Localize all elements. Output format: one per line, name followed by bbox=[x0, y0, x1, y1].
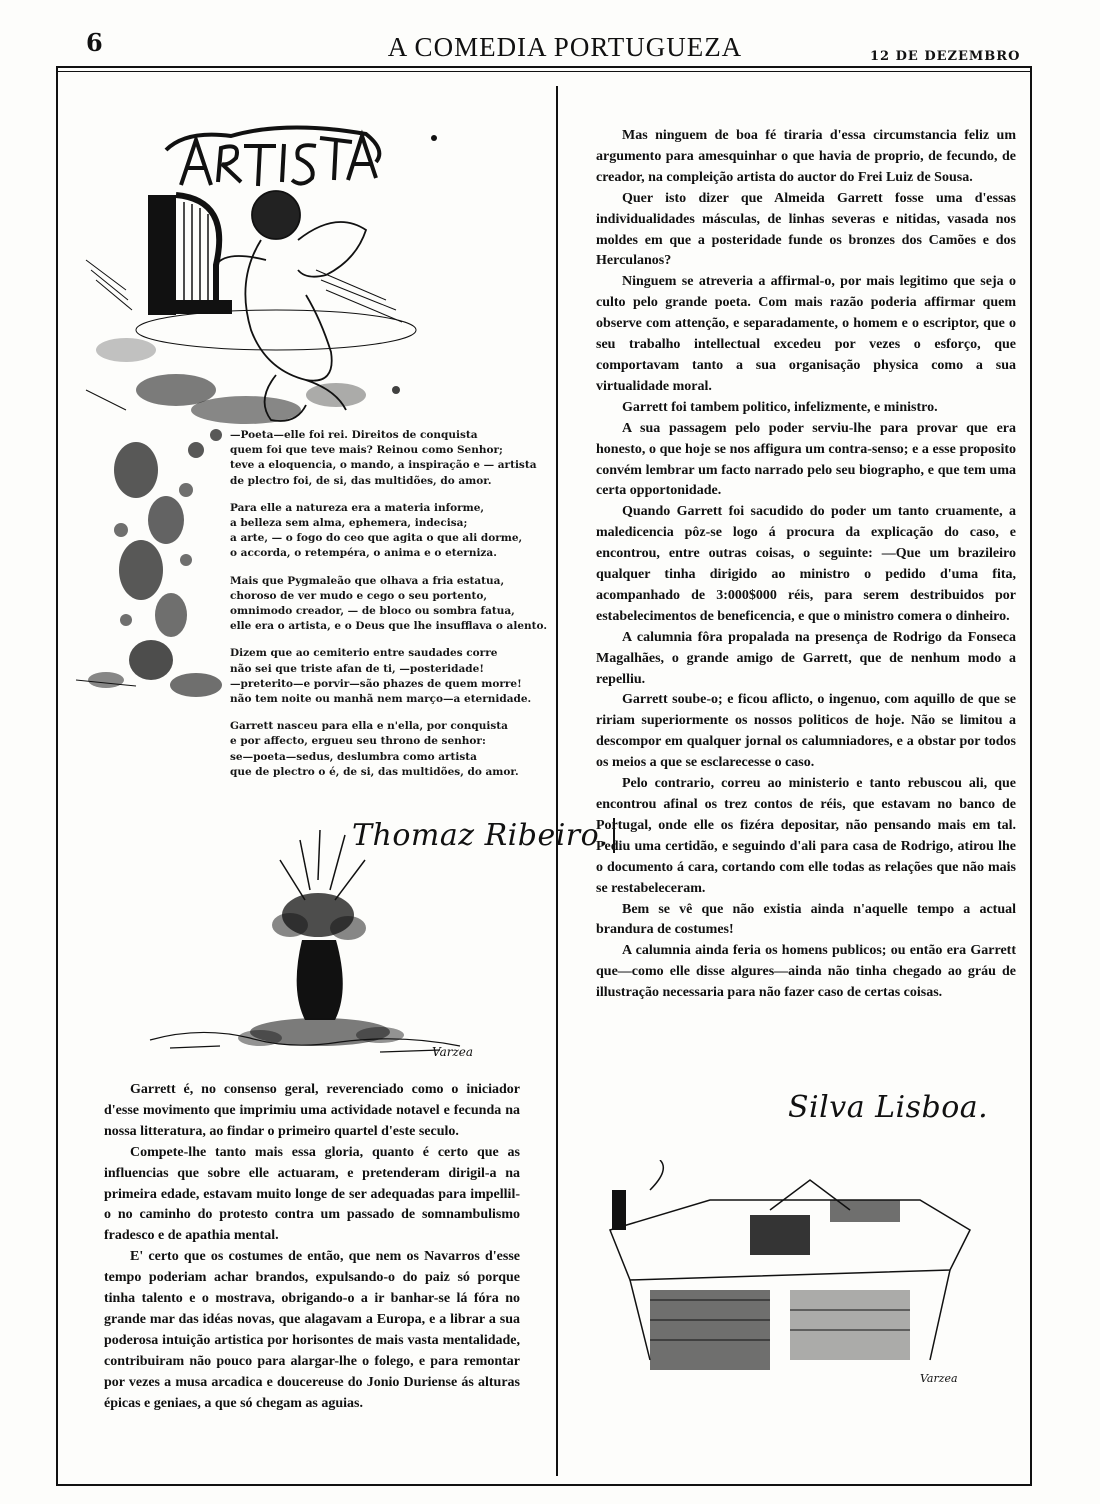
article-paragraph: Garrett foi tambem politico, infelizmente, e ministro. bbox=[622, 399, 938, 415]
poem-line: não sei que triste afan de ti, —posteridade! bbox=[230, 662, 484, 675]
article-paragraph: Quando Garrett foi sacudido do poder um tanto cruamente, a maledicencia pôz-se logo á procura da explicação do caso, e encontrou, entre outras coisas, o seguinte: —Que um brazileiro qualquer tinha dirigido ao ministro o pedido d'uma fita, acompanhado de 3:000$000 réis, para serem destribuidos por estabelecimentos de beneficencia, e que o ministro comera o dinheiro. bbox=[596, 504, 1016, 624]
poem-line: quem foi que teve mais? Reinou como Senhor; bbox=[230, 444, 503, 457]
poem-line: —Poeta—elle foi rei. Direitos de conquista bbox=[230, 429, 478, 441]
masthead-title: A COMEDIA PORTUGUEZA bbox=[387, 32, 743, 62]
poem-line: teve a eloquencia, o mando, a inspiração e — artista bbox=[230, 459, 537, 472]
poem-line: se—poeta—sedus, deslumbra como artista bbox=[230, 750, 477, 763]
bottom-rule bbox=[56, 1484, 1032, 1486]
article-paragraph: A calumnia fôra propalada na presença de Rodrigo da Fonseca Magalhães, o grande amigo de Garrett, que de nenhum modo a repelliu. bbox=[596, 629, 1016, 687]
article-paragraph: Garrett é, no consenso geral, reverenciado como o iniciador d'esse movimento que imprimiu uma actividade notavel e fecunda na nossa litteratura, ao findar o primeiro quartel d'este seculo. bbox=[104, 1082, 520, 1139]
article-paragraph: Garrett soube-o; e ficou aflicto, o ingenuo, com aquillo de que se ririam superiormente os nossos politicos de hoje. Não se limitou a descompor em qualquer jornal os calumniadores, e a obstar por todos os meios a que se esclarecesse o caso. bbox=[596, 692, 1016, 771]
top-rule bbox=[56, 66, 1032, 68]
poem-stanza bbox=[230, 574, 550, 635]
vase-artist-mark: Varzea bbox=[432, 1045, 474, 1059]
poem-line: choroso de ver mudo e cego o seu portento, bbox=[230, 589, 488, 602]
poem-line: elle era o artista, e o Deus que lhe insufflava o alento. bbox=[230, 620, 547, 633]
article-paragraph: E' certo que os costumes de então, que nem os Navarros d'esse tempo poderiam achar brandos, expulsando-o do paiz só porque tinha talento e o mostrava, obrigando-o a ir banhar-se lá fóra no grande mar das idéas novas, que alagavam a Europa, e a librar a sua poderosa intuição artistica por horisontes de mais vasta mentalidade, contribuiram não pouco para alargar-lhe o folego, e para remontar por vezes a musa arcadica e doucereuse do Jonio Duriense ás alturas épicas e geniaes, a que só chegam as aguias. bbox=[104, 1249, 520, 1411]
poem-line: não tem noite ou manhã nem março—a eternidade. bbox=[230, 693, 532, 706]
poem-line: Para elle a natureza era a materia informe, bbox=[230, 501, 485, 514]
lyre-drawing bbox=[148, 195, 232, 315]
left-border bbox=[56, 66, 58, 1486]
top-rule-thin bbox=[56, 71, 1032, 72]
article-paragraph: Pelo contrario, correu ao ministerio e tanto rebuscou ali, que encontrou afinal os trez contos de réis, que estavam no banco de Portugal, onde elle os fizéra depositar, não pensando mais em tal. Pediu uma certidão, e seguindo d'ali para casa de Rodrigo, atirou lhe o documento á cara, cortando com elle todas as relações que não mais se restabeleceram. bbox=[596, 776, 1016, 896]
article-author-signature: Silva Lisboa. bbox=[788, 1090, 989, 1125]
article-paragraph: A sua passagem pelo poder serviu-lhe para provar que era honesto, o que hoje se nos affigura um contra-senso; e a esse proposito convém lembrar um facto narrado pelo seu biographo, e que tem uma certa opportonidade. bbox=[596, 420, 1016, 499]
poem-author-signature: Thomaz Ribeiro. bbox=[352, 818, 615, 853]
poem-line: Dizem que ao cemiterio entre saudades corre bbox=[230, 647, 498, 660]
article-paragraph: Ninguem se atreveria a affirmal-o, por mais legitimo que seja o culto pelo grande poeta. Com mais razão poderia affirmar quem observe com attenção, e separadamente, o homem e o escriptor, que o seu trabalho intellectual excedeu por vezes o esforço, que comportavam tanto a sua organisação physica como a sua virtualidade moral. bbox=[596, 274, 1016, 394]
artista-title-lettering bbox=[166, 127, 379, 186]
right-article bbox=[596, 126, 1016, 1004]
right-border bbox=[1030, 66, 1032, 1486]
poem-line: a arte, — o fogo do ceo que agita o que ali dorme, bbox=[230, 532, 523, 545]
column-divider bbox=[556, 86, 558, 1476]
article-paragraph: Quer isto dizer que Almeida Garrett fosse uma d'essas individualidades másculas, de linhas severas e nitidas, vasada nos moldes em que a posteridade funde os bronzes dos Camões e dos Herculanos? bbox=[596, 190, 1016, 269]
poem-stanza bbox=[230, 428, 550, 489]
poem-line: a belleza sem alma, ephemera, indecisa; bbox=[230, 517, 468, 530]
desk-artist-mark: Varzea bbox=[920, 1372, 958, 1385]
page-number: 6 bbox=[86, 28, 103, 57]
issue-date: 12 DE DEZEMBRO bbox=[870, 49, 1021, 64]
flower-vase-illustration bbox=[140, 820, 500, 1070]
poem-block bbox=[230, 428, 550, 792]
poem-line: Mais que Pygmaleão que olhava a fria estatua, bbox=[230, 574, 505, 587]
writing-desk-illustration bbox=[590, 1160, 990, 1400]
poem-stanza bbox=[230, 646, 550, 707]
poem-line: que de plectro o é, de si, das multidões, do amor. bbox=[230, 765, 519, 778]
poem-line: e por affecto, ergueu seu throno de senhor: bbox=[230, 735, 486, 748]
poem-stanza bbox=[230, 501, 550, 562]
poem-stanza bbox=[230, 719, 550, 780]
poem-line: omnimodo creador, — de bloco ou sombra fatua, bbox=[230, 605, 515, 618]
poem-line: Garrett nasceu para ella e n'ella, por conquista bbox=[230, 720, 508, 733]
poem-line: —preterito—e porvir—são phazes de quem morre! bbox=[230, 677, 522, 690]
poem-line: o accorda, o retempéra, o anima e o eterniza. bbox=[230, 547, 497, 560]
article-paragraph: Compete-lhe tanto mais essa gloria, quanto é certo que as influencias que sobre elle actuaram, e pretenderam dirigil-a na primeira edade, estavam muito longe de ser adequadas para impellil-o no caminho do protesto contra um passado de somnambulismo fradesco e de apathia mental. bbox=[104, 1144, 520, 1244]
article-paragraph: Bem se vê que não existia ainda n'aquelle tempo a actual brandura de costumes! bbox=[596, 901, 1016, 938]
left-article bbox=[104, 1080, 520, 1415]
article-paragraph: A calumnia ainda feria os homens publicos; ou então era Garrett que—como elle disse algures—ainda não tinha chegado ao gráu de illustração necessaria para não fazer caso de certas coisas. bbox=[596, 943, 1016, 1001]
poem-line: de plectro foi, de si, das multidões, do amor. bbox=[230, 474, 492, 487]
article-paragraph: Mas ninguem de boa fé tiraria d'essa circumstancia feliz um argumento para amesquinhar o que havia de proprio, de fecundo, de creador, na compleição artista do auctor do Frei Luiz de Sousa. bbox=[596, 128, 1016, 185]
